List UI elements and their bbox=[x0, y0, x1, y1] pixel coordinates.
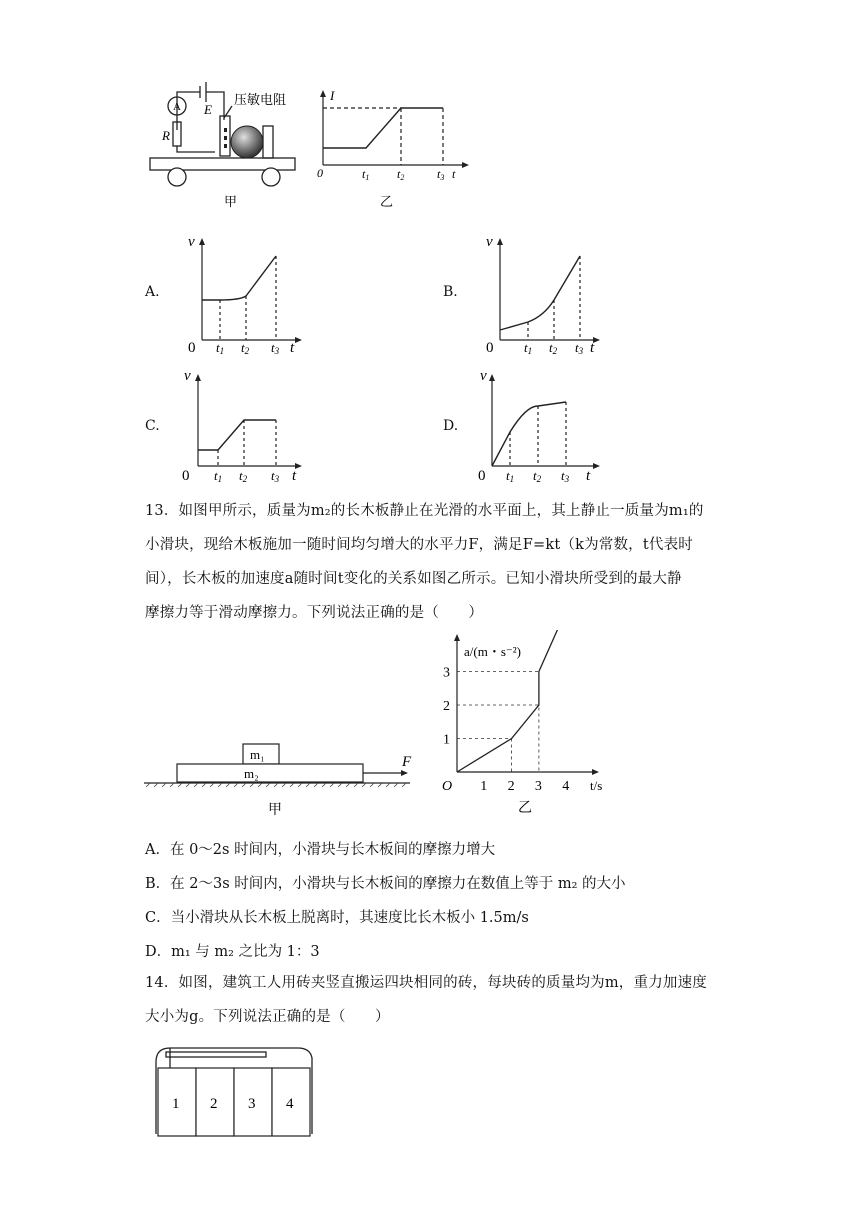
t2-sub: 2 bbox=[400, 173, 405, 182]
svg-text:v: v bbox=[188, 234, 195, 250]
q13-option-d[interactable]: D．m₁ 与 m₂ 之比为 1：3 bbox=[145, 944, 320, 960]
svg-text:t2: t2 bbox=[239, 468, 248, 484]
fig-jia-label: 甲 bbox=[268, 803, 282, 818]
m1-label: m₁ bbox=[250, 747, 265, 762]
svg-text:0: 0 bbox=[188, 340, 196, 355]
q14-line: 大小为g。下列说法正确的是（ ） bbox=[145, 1009, 390, 1025]
t2-label: t bbox=[397, 167, 401, 181]
pressure-resistor-label: 压敏电阻 bbox=[234, 92, 287, 107]
svg-text:v: v bbox=[184, 368, 191, 384]
svg-text:t: t bbox=[292, 468, 297, 484]
svg-text:v: v bbox=[486, 234, 493, 250]
y-tick-label: 2 bbox=[443, 699, 450, 714]
option-a-graph bbox=[180, 230, 310, 355]
fig-yi-label: 乙 bbox=[518, 801, 532, 816]
brick-1-label: 1 bbox=[172, 1096, 180, 1112]
time-axis-label: t bbox=[452, 167, 456, 181]
brick-clamp-figure bbox=[150, 1040, 325, 1140]
option-b-graph bbox=[478, 230, 608, 355]
current-axis-label: I bbox=[330, 88, 335, 103]
svg-text:t2 bbox=[397, 167, 404, 182]
svg-text:t3 bbox=[437, 167, 444, 182]
origin-label: 0 bbox=[317, 166, 323, 180]
label-yi: 乙 bbox=[380, 194, 394, 209]
circuit-figure bbox=[140, 80, 480, 215]
label-jia: 甲 bbox=[224, 194, 238, 209]
ammeter-label: A bbox=[173, 101, 181, 113]
question-14-text bbox=[145, 966, 725, 1034]
svg-text:t1: t1 bbox=[216, 340, 225, 355]
t1-label: t bbox=[362, 167, 366, 181]
svg-text:t: t bbox=[590, 340, 595, 355]
brick-4-label: 4 bbox=[286, 1096, 294, 1112]
origin-label: O bbox=[442, 779, 453, 794]
m2-label: m₂ bbox=[244, 766, 259, 781]
svg-text:0: 0 bbox=[182, 468, 190, 484]
t3-sub: 3 bbox=[440, 173, 445, 182]
option-c-letter[interactable]: C. bbox=[145, 418, 160, 434]
q13-option-a[interactable]: A．在 0～2s 时间内，小滑块与长木板间的摩擦力增大 bbox=[145, 842, 496, 858]
ball-icon bbox=[231, 126, 263, 158]
x-axis-label: t/s bbox=[590, 778, 603, 793]
svg-text:t3: t3 bbox=[575, 340, 584, 355]
svg-text:t3: t3 bbox=[561, 468, 570, 484]
option-d-graph bbox=[478, 364, 608, 489]
svg-text:0: 0 bbox=[486, 340, 494, 355]
option-b-letter[interactable]: B. bbox=[443, 284, 458, 300]
force-label: F bbox=[402, 754, 412, 770]
q14-line: 14．如图，建筑工人用砖夹竖直搬运四块相同的砖，每块砖的质量均为m，重力加速度 bbox=[145, 975, 707, 991]
y-tick-label: 1 bbox=[443, 732, 450, 748]
svg-text:t2: t2 bbox=[533, 468, 542, 484]
x-tick-label: 4 bbox=[562, 779, 570, 794]
svg-text:0: 0 bbox=[478, 468, 486, 484]
brick-3-label: 3 bbox=[248, 1096, 256, 1112]
source-label: E bbox=[204, 102, 212, 117]
svg-text:t: t bbox=[290, 340, 295, 355]
q13-line: 13．如图甲所示，质量为m₂的长木板静止在光滑的水平面上，其上静止一质量为m₁的 bbox=[145, 503, 704, 519]
y-axis-label: a/(m・s⁻²) bbox=[464, 644, 521, 659]
svg-text:v: v bbox=[480, 368, 487, 384]
svg-text:t2: t2 bbox=[241, 340, 250, 355]
y-tick-label: 3 bbox=[443, 665, 450, 681]
q13-line: 小滑块，现给木板施加一随时间均匀增大的水平力F，满足F=kt（k为常数，t代表时 bbox=[145, 537, 693, 553]
question-13-text bbox=[145, 494, 725, 630]
t1-sub: 1 bbox=[365, 173, 370, 182]
svg-text:t2: t2 bbox=[549, 340, 558, 355]
svg-text:t1 bbox=[362, 167, 369, 182]
option-a-letter[interactable]: A. bbox=[145, 284, 160, 300]
q13-line: 摩擦力等于滑动摩擦力。下列说法正确的是（ ） bbox=[145, 605, 484, 621]
q13-line: 间），长木板的加速度a随时间t变化的关系如图乙所示。已知小滑块所受到的最大静 bbox=[145, 571, 682, 587]
svg-text:t3: t3 bbox=[271, 468, 280, 484]
q13-option-b[interactable]: B．在 2～3s 时间内，小滑块与长木板间的摩擦力在数值上等于 m₂ 的大小 bbox=[145, 876, 626, 892]
svg-text:t1: t1 bbox=[506, 468, 515, 484]
q13-option-c[interactable]: C．当小滑块从长木板上脱离时，其速度比长木板小 1.5m/s bbox=[145, 910, 529, 926]
svg-text:t1: t1 bbox=[524, 340, 533, 355]
option-c-graph bbox=[180, 364, 310, 489]
svg-text:t: t bbox=[586, 468, 591, 484]
block-board-figure bbox=[140, 740, 420, 820]
t3-label: t bbox=[437, 167, 441, 181]
brick-2-label: 2 bbox=[210, 1096, 218, 1112]
svg-text:t1: t1 bbox=[214, 468, 223, 484]
x-tick-label: 2 bbox=[507, 779, 515, 794]
svg-text:t3: t3 bbox=[271, 340, 280, 355]
acceleration-time-chart bbox=[430, 630, 630, 820]
resistor-r-label: R bbox=[162, 128, 170, 143]
x-tick-label: 3 bbox=[534, 779, 542, 794]
x-tick-label: 1 bbox=[480, 779, 488, 794]
option-d-letter[interactable]: D. bbox=[443, 418, 459, 434]
